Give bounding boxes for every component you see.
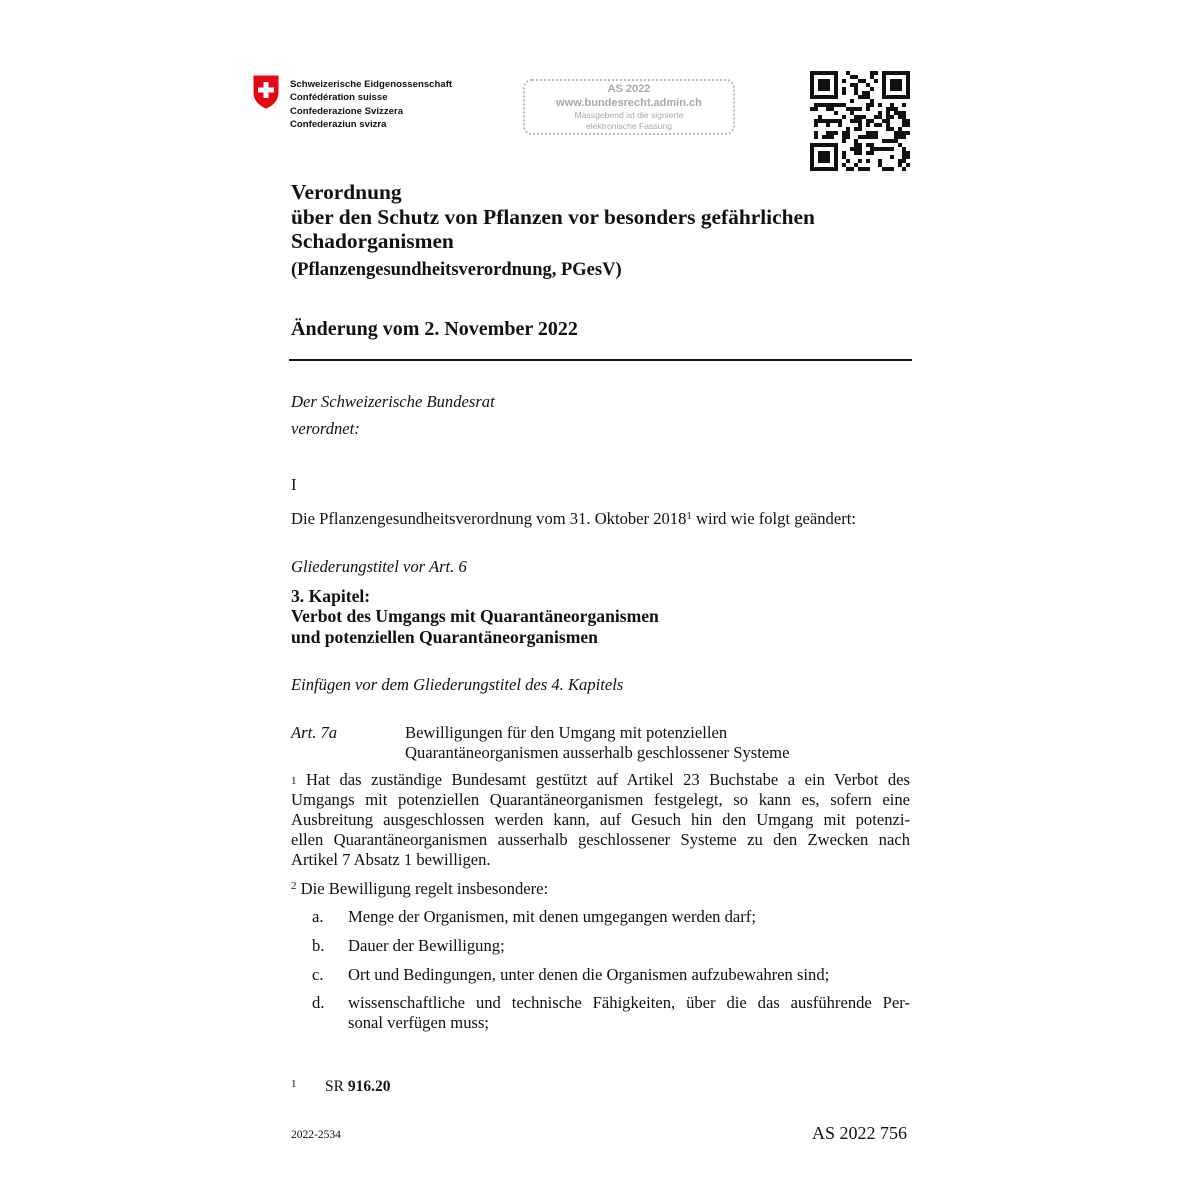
footnote-sr-number[interactable]: 916.20 bbox=[347, 1078, 391, 1095]
paragraph-line: $^1$ Hat das zuständige Bundesamt gestützt auf Artikel 23 Buchstabe a ein Verbot des bbox=[291, 770, 910, 789]
instruction-insert: Einfügen vor dem Gliederungstitel des 4. Kapitels bbox=[291, 675, 624, 694]
stamp-note-line2: elektronische Fassung bbox=[586, 121, 672, 131]
official-collection-reference: AS 2022 756 bbox=[812, 1123, 908, 1143]
confederation-name-rm: Confederaziun svizra bbox=[290, 118, 387, 130]
confederation-name-de: Schweizerische Eidgenossenschaft bbox=[290, 79, 453, 90]
paragraph-number: 2 bbox=[291, 880, 297, 892]
chapter-line: und potenziellen Quarantäneorganismen bbox=[291, 626, 598, 647]
chapter-line: 3. Kapitel: bbox=[291, 586, 371, 606]
list-item-text: Ort und Bedingungen, unter denen die Organismen aufzubewahren sind; bbox=[348, 965, 830, 984]
list-item-letter: b. bbox=[312, 936, 325, 955]
list-item-text: Dauer der Bewilligung; bbox=[348, 936, 505, 955]
chapter-line: Verbot des Umgangs mit Quarantäneorganismen bbox=[291, 606, 659, 627]
footnote-prefix: SR bbox=[325, 1078, 348, 1095]
intro-after: wird wie folgt geändert: bbox=[691, 509, 856, 528]
paragraph-line: ellen Quarantäneorganismen ausserhalb geschlossener Systeme zu den Zwecken nach bbox=[291, 830, 910, 850]
chapter-heading bbox=[291, 586, 659, 647]
confederation-name-fr: Confédération suisse bbox=[290, 92, 388, 104]
paragraph-line: Umgangs mit potenziellen Quarantäneorganismen festgelegt, so kann es, sofern eine bbox=[291, 790, 910, 810]
confederation-names bbox=[290, 78, 452, 131]
qr-code-icon[interactable] bbox=[810, 71, 910, 171]
footnote-text bbox=[325, 1078, 390, 1096]
list-item-text: wissenschaftliche und technische Fähigkeiten, über die das ausführende Per- bbox=[348, 993, 910, 1012]
title-line: über den Schutz von Pflanzen vor besonders gefährlichen bbox=[291, 204, 815, 229]
list-item-letter: a. bbox=[312, 907, 324, 926]
footnote-number: 1 bbox=[291, 1078, 297, 1090]
document-id: 2022-2534 bbox=[291, 1129, 341, 1141]
amendment-date: Änderung vom 2. November 2022 bbox=[291, 318, 578, 340]
article-title-line: Bewilligungen für den Umgang mit potenziellen bbox=[405, 723, 728, 742]
paragraph-number: 1 bbox=[291, 775, 297, 787]
list-item-letter: c. bbox=[312, 965, 324, 984]
list-item-text-continued: sonal verfügen muss; bbox=[348, 1013, 490, 1032]
paragraph-line: Artikel 7 Absatz 1 bewilligen. bbox=[291, 850, 491, 870]
stamp-website[interactable]: www.bundesrecht.admin.ch bbox=[556, 97, 702, 109]
intro-before: Die Pflanzengesundheitsverordnung vom 31. Oktober 2018 bbox=[291, 509, 687, 528]
list-item-letter: d. bbox=[312, 993, 325, 1012]
footnote-ref[interactable]: 1 bbox=[686, 510, 692, 522]
title-line: Verordnung bbox=[291, 180, 402, 204]
instruction-structure-title: Gliederungstitel vor Art. 6 bbox=[291, 557, 467, 576]
preamble-authority: Der Schweizerische Bundesrat bbox=[291, 392, 495, 411]
stamp-collection: AS 2022 bbox=[607, 83, 651, 95]
publication-stamp bbox=[523, 79, 735, 135]
article-title-line: Quarantäneorganismen ausserhalb geschlossener Systeme bbox=[405, 743, 790, 763]
document-title bbox=[291, 180, 815, 254]
confederation-name-it: Confederazione Svizzera bbox=[290, 105, 404, 117]
short-title: (Pflanzengesundheitsverordnung, PGesV) bbox=[291, 260, 622, 280]
list-item-text: Menge der Organismen, mit denen umgegangen werden darf; bbox=[348, 907, 756, 926]
paragraph-2 bbox=[291, 879, 548, 899]
preamble-verb: verordnet: bbox=[291, 419, 360, 438]
stamp-note-line1: Massgebend ist die signierte bbox=[574, 110, 684, 120]
paragraph-line: Ausbreitung ausgeschlossen werden kann, auf Gesuch hin den Umgang mit potenzi- bbox=[291, 810, 910, 830]
article-label: Art. 7a bbox=[291, 723, 338, 742]
swiss-coat-of-arms-icon bbox=[252, 75, 280, 109]
title-line: Schadorganismen bbox=[291, 229, 454, 253]
paragraph-text: Die Bewilligung regelt insbesondere: bbox=[300, 879, 549, 898]
paragraph-1 bbox=[291, 770, 910, 870]
article-title bbox=[405, 723, 789, 763]
intro-sentence bbox=[291, 509, 856, 529]
section-numeral: I bbox=[291, 475, 297, 494]
title-rule bbox=[289, 359, 912, 361]
